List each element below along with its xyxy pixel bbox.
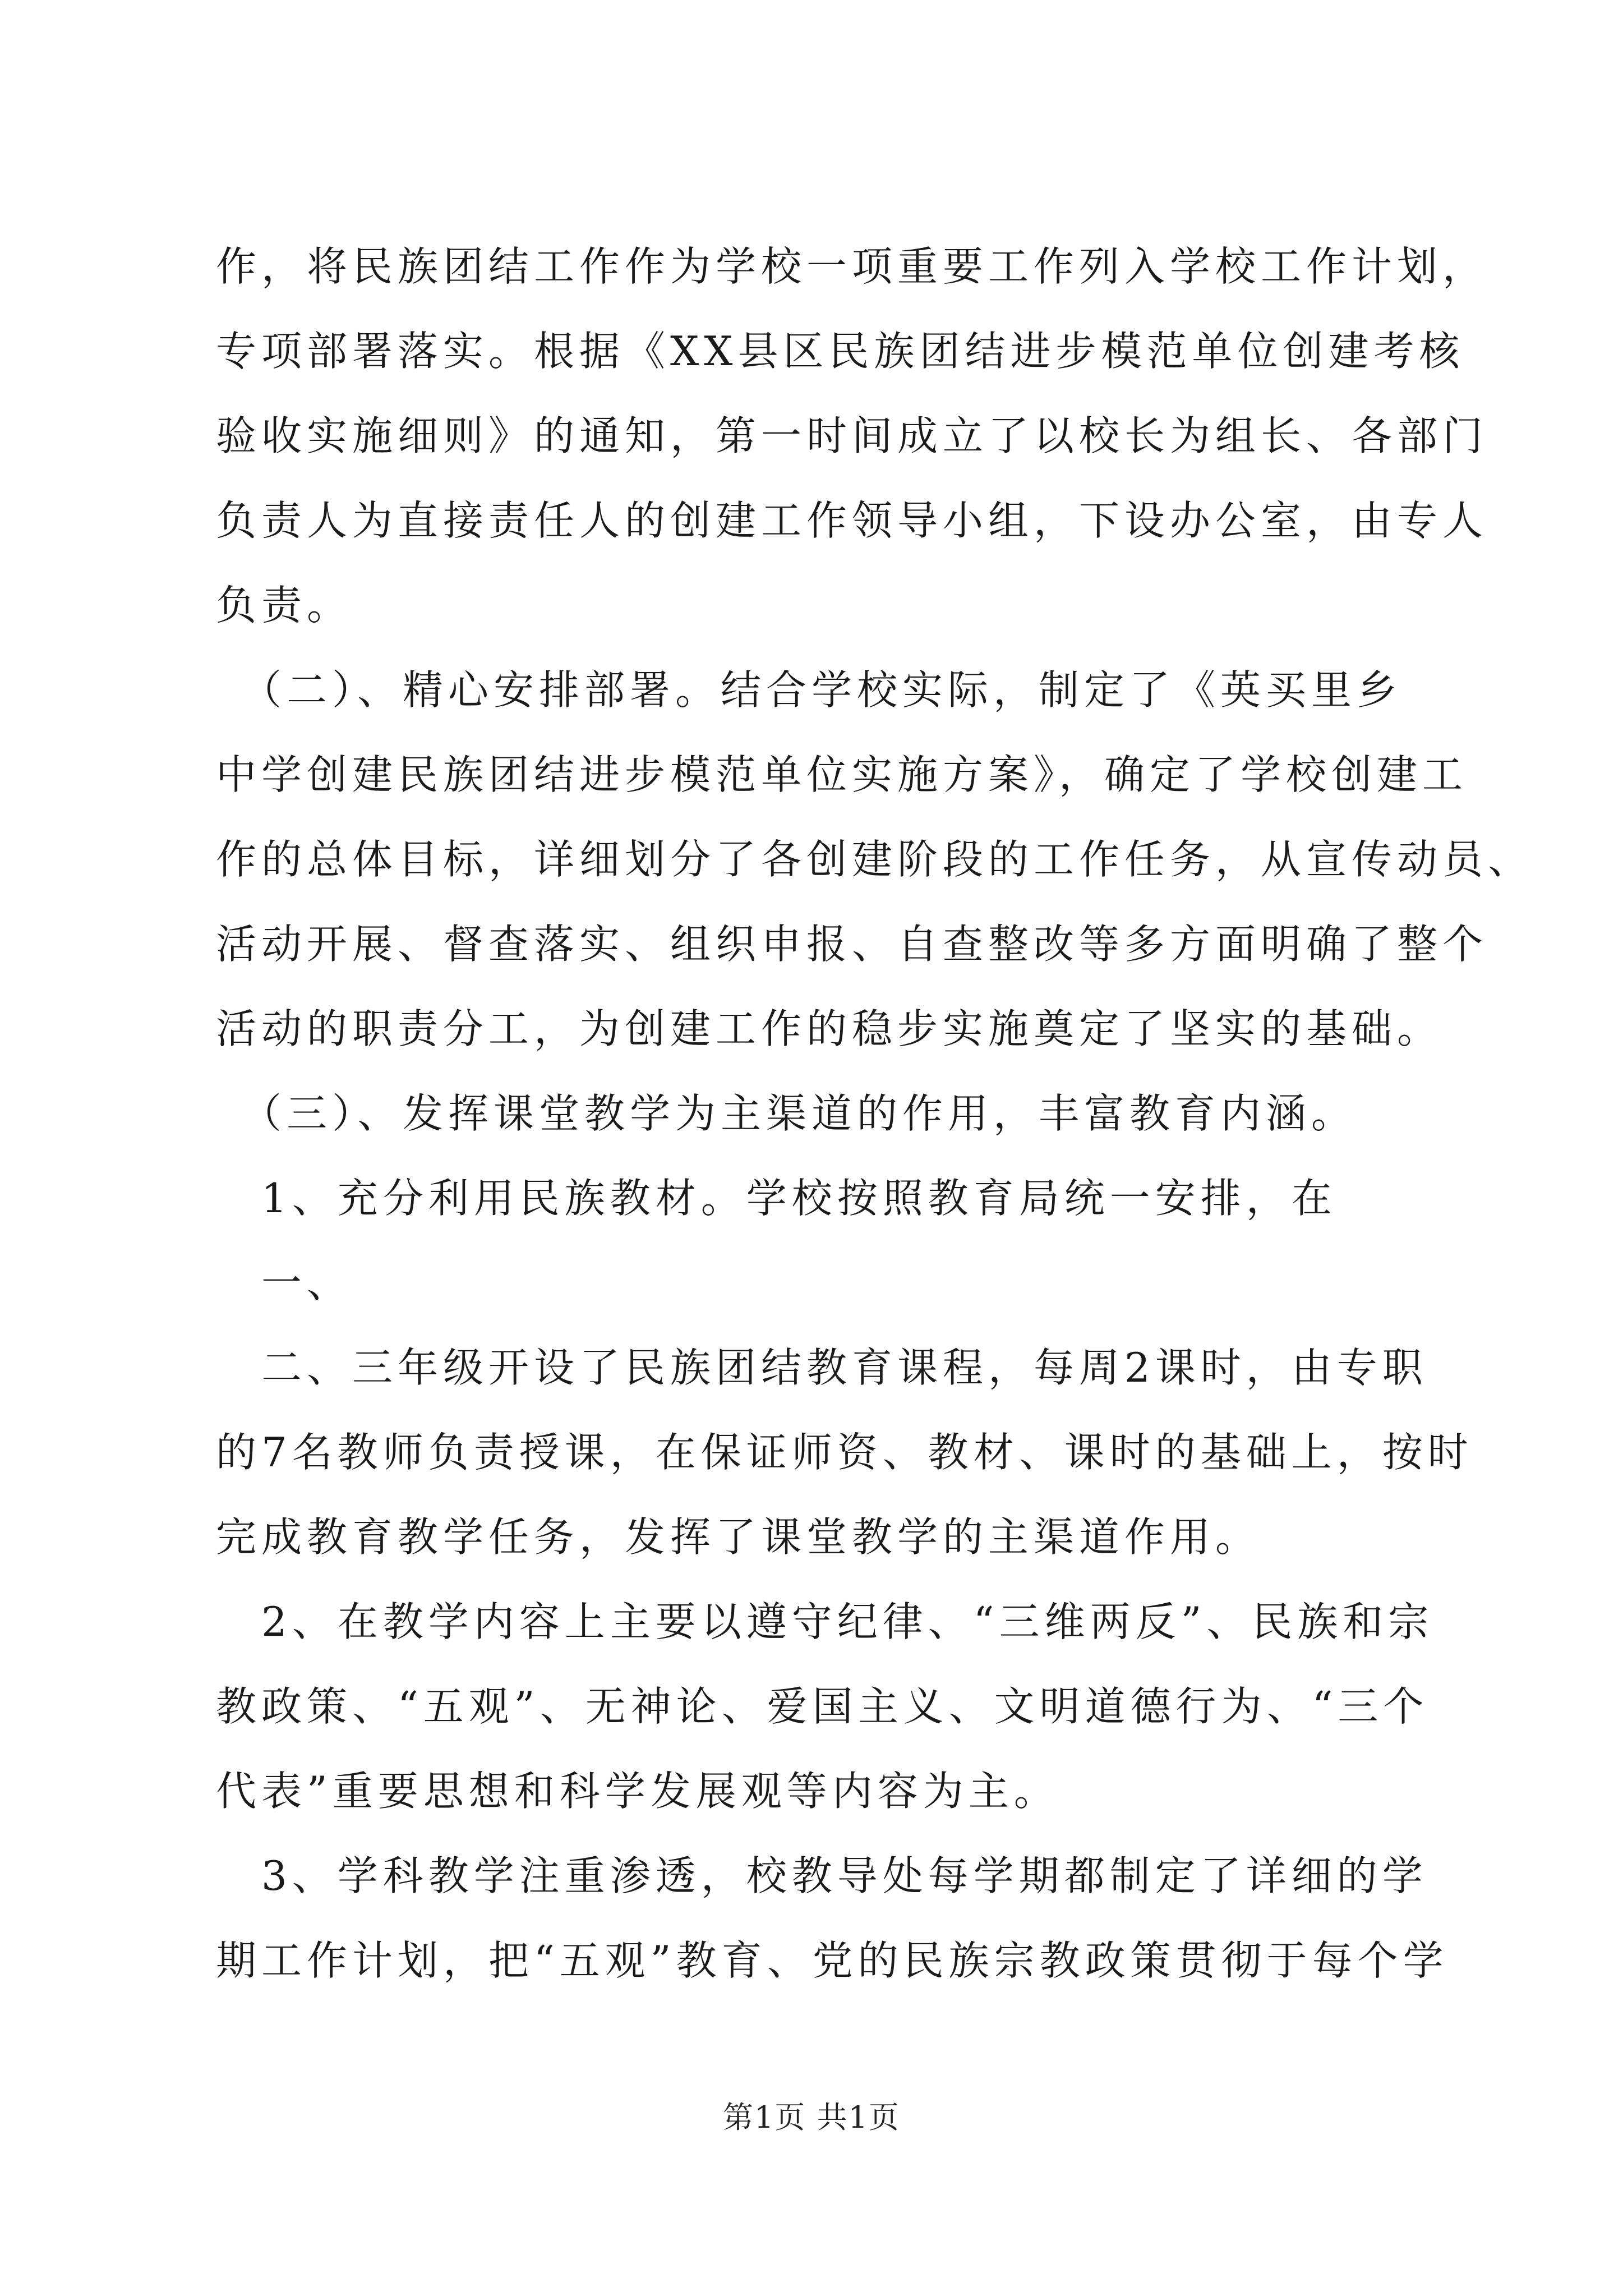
text-line: 一、 <box>216 1259 353 1306</box>
text-line: 教政策、“五观”、无神论、爱国主义、文明道德行为、“三个 <box>216 1683 1429 1730</box>
text-line: 负责人为直接责任人的创建工作领导小组，下设办公室，由专人 <box>216 497 1488 544</box>
text-line: 中学创建民族团结进步模范单位实施方案》，确定了学校创建工 <box>216 751 1468 798</box>
text-line: （二）、精心安排部署。结合学校实际，制定了《英买里乡 <box>216 666 1403 714</box>
page-footer: 第1页 共1页 <box>723 2100 900 2135</box>
text-line: 活动开展、督查落实、组织申报、自查整改等多方面明确了整个 <box>216 921 1488 968</box>
text-line: 代表”重要思想和科学发展观等内容为主。 <box>216 1768 1059 1815</box>
text-line: 活动的职责分工，为创建工作的稳步实施奠定了坚实的基础。 <box>216 1005 1443 1052</box>
text-line: 2、在教学内容上主要以遵守纪律、“三维两反”、民族和宗 <box>216 1598 1434 1645</box>
text-line: 作的总体目标，详细划分了各创建阶段的工作任务，从宣传动员、 <box>216 836 1534 883</box>
text-line: 负责。 <box>216 582 353 629</box>
text-line: 完成教育教学任务，发挥了课堂教学的主渠道作用。 <box>216 1513 1261 1561</box>
text-line: 1、充分利用民族教材。学校按照教育局统一安排，在 <box>216 1175 1337 1222</box>
text-line: 的7名教师负责授课，在保证师资、教材、课时的基础上，按时 <box>216 1429 1473 1476</box>
text-line: （三）、发挥课堂教学为主渠道的作用，丰富教育内涵。 <box>216 1090 1357 1137</box>
text-line: 二、三年级开设了民族团结教育课程，每周2课时，由专职 <box>216 1344 1428 1391</box>
text-line: 作，将民族团结工作作为学校一项重要工作列入学校工作计划， <box>216 243 1488 290</box>
text-line: 验收实施细则》的通知，第一时间成立了以校长为组长、各部门 <box>216 412 1488 459</box>
body-text <box>216 224 1534 2003</box>
text-line: 专项部署落实。根据《XX县区民族团结进步模范单位创建考核 <box>216 328 1465 375</box>
text-line: 3、学科教学注重渗透，校教导处每学期都制定了详细的学 <box>216 1852 1428 1899</box>
text-line: 期工作计划，把“五观”教育、党的民族宗教政策贯彻于每个学 <box>216 1937 1449 1984</box>
